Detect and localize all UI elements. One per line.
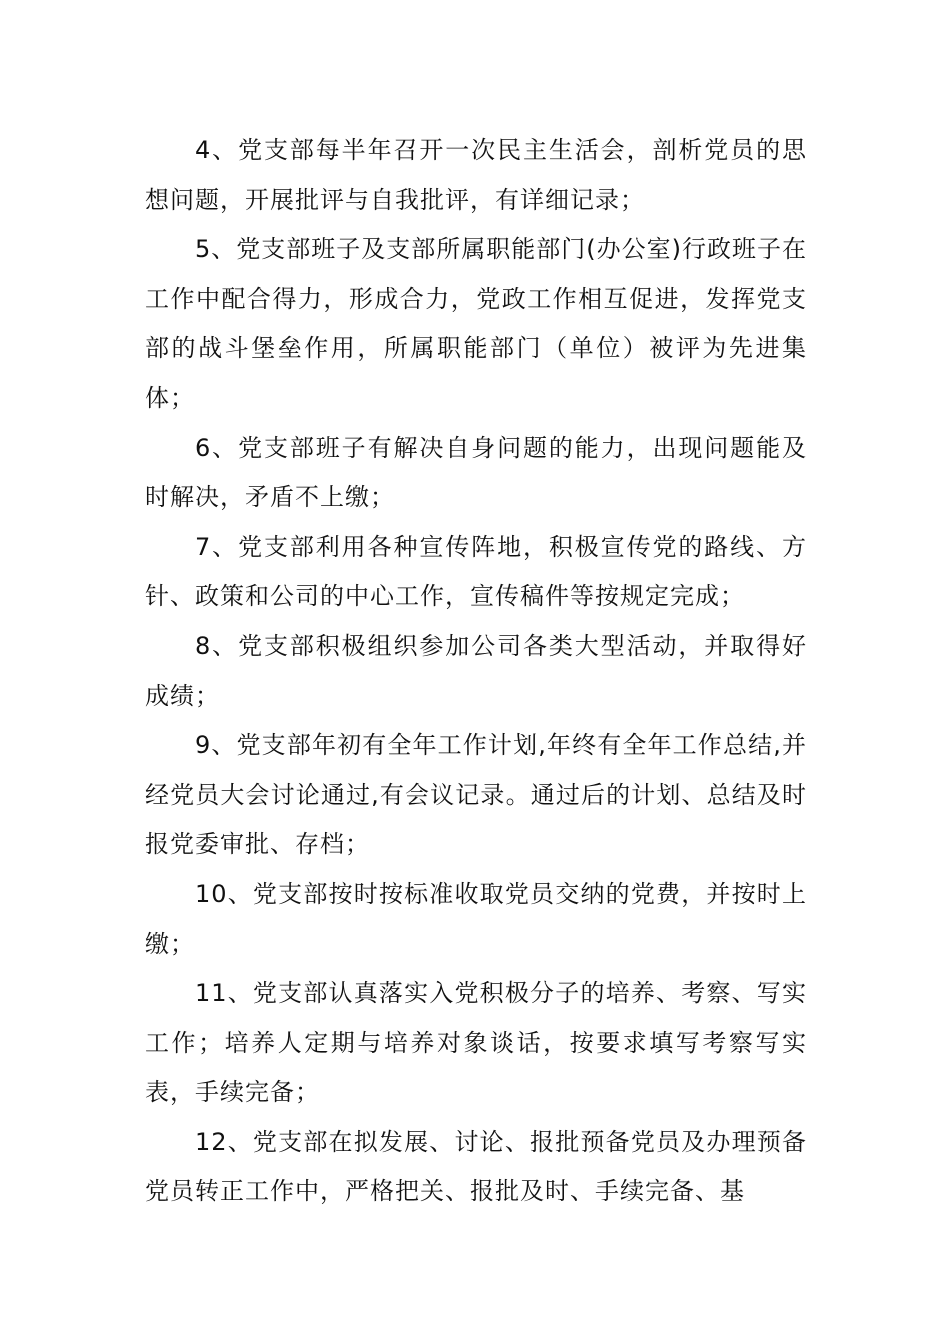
paragraph-item-4: 4、党支部每半年召开一次民主生活会，剖析党员的思想问题，开展批评与自我批评，有详细记录； (145, 136, 807, 214)
paragraph-item-8: 8、党支部积极组织参加公司各类大型活动，并取得好成绩； (145, 631, 807, 710)
paragraph-item-12: 12、党支部在拟发展、讨论、报批预备党员及办理预备党员转正工作中，严格把关、报批及时、手续完备、基 (145, 1127, 807, 1206)
paragraph-item-9: 9、党支部年初有全年工作计划,年终有全年工作总结,并经党员大会讨论通过,有会议记录。通过后的计划、总结及时报党委审批、存档； (145, 731, 807, 859)
document-body (145, 126, 807, 1217)
paragraph-item-7: 7、党支部利用各种宣传阵地，积极宣传党的路线、方针、政策和公司的中心工作，宣传稿件等按规定完成； (145, 532, 807, 611)
paragraph-item-11: 11、党支部认真落实入党积极分子的培养、考察、写实工作；培养人定期与培养对象谈话，按要求填写考察写实表，手续完备； (145, 979, 807, 1107)
paragraph-item-6: 6、党支部班子有解决自身问题的能力，出现问题能及时解决，矛盾不上缴； (145, 433, 807, 512)
paragraph-item-10: 10、党支部按时按标准收取党员交纳的党费，并按时上缴； (145, 879, 807, 958)
paragraph-item-5: 5、党支部班子及支部所属职能部门(办公室)行政班子在工作中配合得力，形成合力，党政工作相互促进，发挥党支部的战斗堡垒作用，所属职能部门（单位）被评为先进集体； (145, 235, 807, 412)
